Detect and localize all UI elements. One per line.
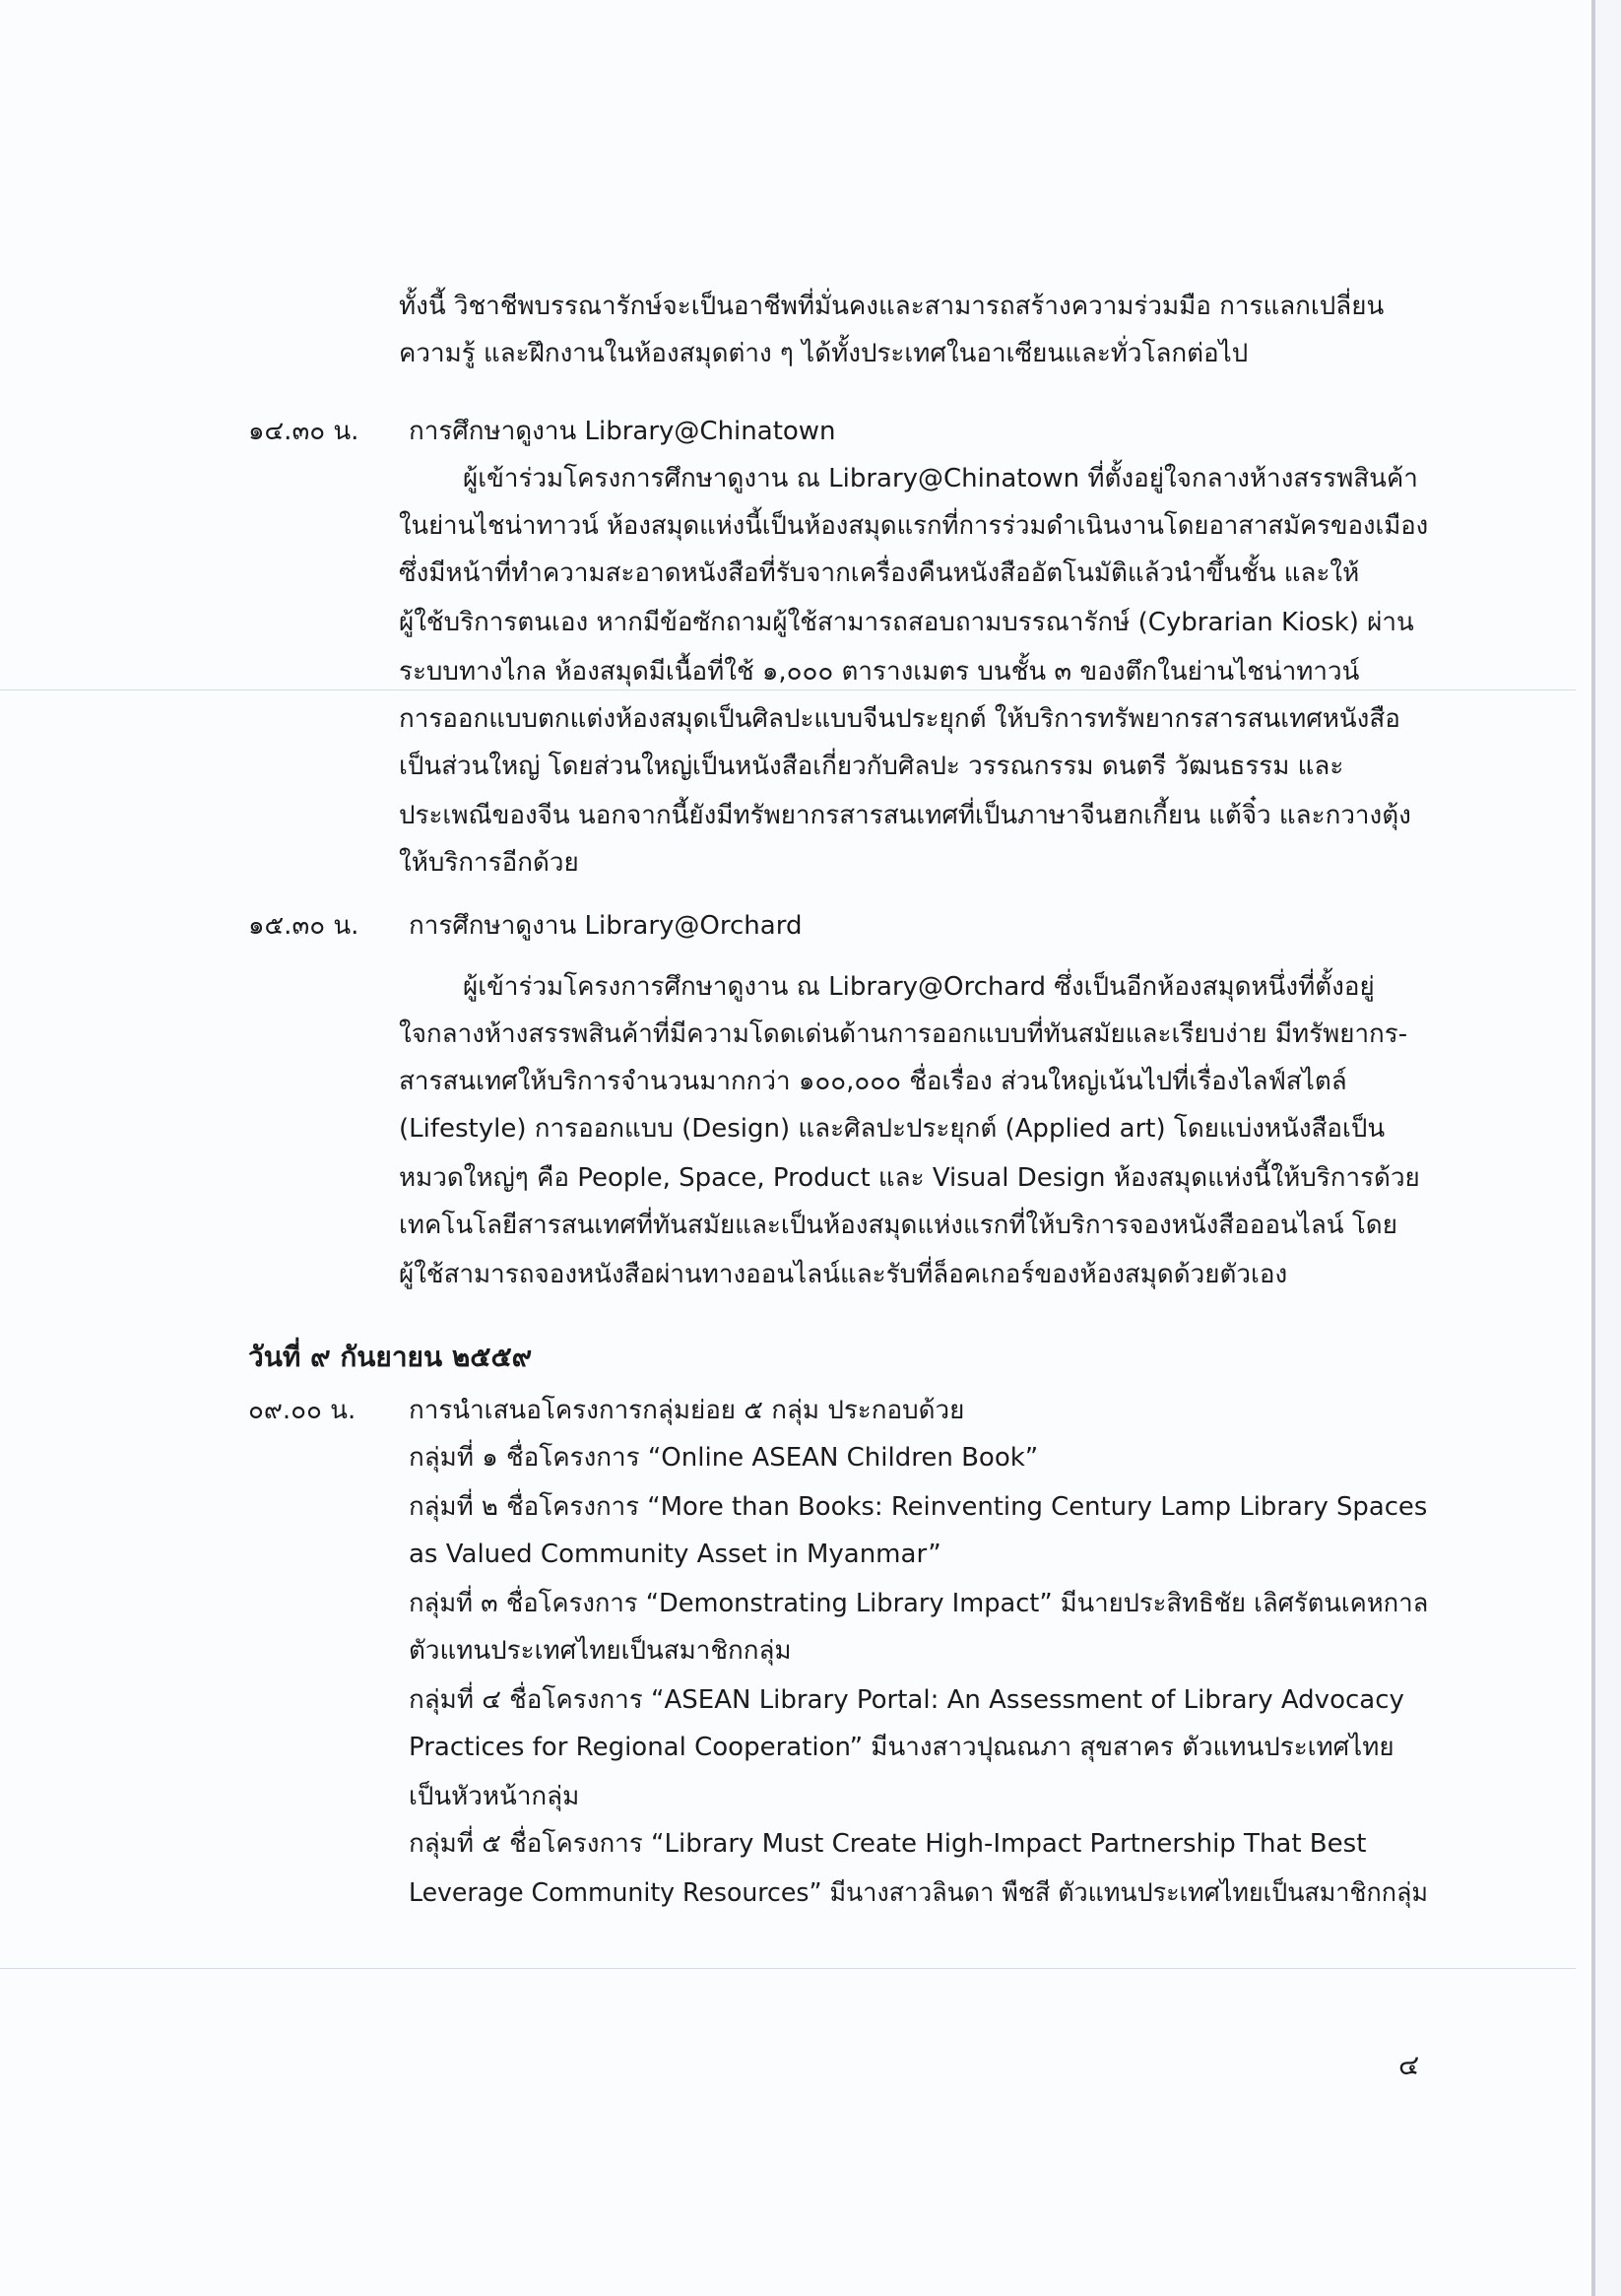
- day-heading: วันที่ ๙ กันยายน ๒๕๕๙: [248, 1341, 533, 1373]
- group-line: Leverage Community Resources” มีนางสาวลินดา พืชสี ตัวแทนประเทศไทยเป็นสมาชิกกลุ่ม: [409, 1878, 1428, 1908]
- paragraph-line: หมวดใหญ่ๆ คือ People, Space, Product และ Visual Design ห้องสมุดแห่งนี้ให้บริการด้วย: [399, 1163, 1420, 1193]
- session-title: การนำเสนอโครงการกลุ่มย่อย ๕ กลุ่ม ประกอบด้วย: [409, 1396, 965, 1425]
- paragraph-line: ผู้ใช้บริการตนเอง หากมีข้อซักถามผู้ใช้สามารถสอบถามบรรณารักษ์ (Cybrarian Kiosk) ผ่าน: [399, 608, 1414, 637]
- group-line: กลุ่มที่ ๕ ชื่อโครงการ “Library Must Create High-Impact Partnership That Best: [409, 1829, 1367, 1859]
- paragraph-line: ความรู้ และฝึกงานในห้องสมุดต่าง ๆ ได้ทั้งประเทศในอาเซียนและทั่วโลกต่อไป: [399, 339, 1249, 368]
- paragraph-line: สารสนเทศให้บริการจำนวนมากกว่า ๑๐๐,๐๐๐ ชื่อเรื่อง ส่วนใหญ่เน้นไปที่เรื่องไลฟ์สไตล์: [399, 1067, 1347, 1096]
- paragraph-line: ซึ่งมีหน้าที่ทำความสะอาดหนังสือที่รับจากเครื่องคืนหนังสืออัตโนมัติแล้วนำขึ้นชั้น และให้: [399, 558, 1360, 588]
- paragraph-line: ผู้เข้าร่วมโครงการศึกษาดูงาน ณ Library@Orchard ซึ่งเป็นอีกห้องสมุดหนึ่งที่ตั้งอยู่: [463, 972, 1375, 1002]
- paragraph-line: ใจกลางห้างสรรพสินค้าที่มีความโดดเด่นด้านการออกแบบที่ทันสมัยและเรียบง่าย มีทรัพยากร-: [399, 1019, 1408, 1049]
- group-line: กลุ่มที่ ๑ ชื่อโครงการ “Online ASEAN Children Book”: [409, 1443, 1039, 1473]
- session-title: การศึกษาดูงาน Library@Chinatown: [409, 417, 836, 446]
- group-line: as Valued Community Asset in Myanmar”: [409, 1540, 941, 1569]
- page-edge: [1591, 0, 1595, 2296]
- paragraph-line: ผู้เข้าร่วมโครงการศึกษาดูงาน ณ Library@Chinatown ที่ตั้งอยู่ใจกลางห้างสรรพสินค้า: [463, 464, 1418, 493]
- scan-artifact-line: [0, 1968, 1576, 1969]
- group-line: กลุ่มที่ ๒ ชื่อโครงการ “More than Books: Reinventing Century Lamp Library Spaces: [409, 1492, 1428, 1522]
- group-line: ตัวแทนประเทศไทยเป็นสมาชิกกลุ่ม: [409, 1636, 792, 1666]
- session-time: ๑๕.๓๐ น.: [248, 911, 359, 941]
- page-number: ๔: [1398, 2049, 1420, 2081]
- group-line: เป็นหัวหน้ากลุ่ม: [409, 1782, 580, 1811]
- paragraph-line: ประเพณีของจีน นอกจากนี้ยังมีทรัพยากรสารสนเทศที่เป็นภาษาจีนฮกเกี้ยน แต้จิ๋ว และกวางตุ้ง: [399, 801, 1411, 830]
- paragraph-line: ผู้ใช้สามารถจองหนังสือผ่านทางออนไลน์และรับที่ล็อคเกอร์ของห้องสมุดด้วยตัวเอง: [399, 1260, 1288, 1289]
- session-title: การศึกษาดูงาน Library@Orchard: [409, 911, 803, 941]
- group-line: Practices for Regional Cooperation” มีนางสาวปุณณภา สุขสาคร ตัวแทนประเทศไทย: [409, 1733, 1394, 1762]
- paragraph-line: ระบบทางไกล ห้องสมุดมีเนื้อที่ใช้ ๑,๐๐๐ ตารางเมตร บนชั้น ๓ ของตึกในย่านไชน่าทาวน์: [399, 657, 1360, 687]
- paragraph-line: ให้บริการอีกด้วย: [399, 848, 579, 878]
- paragraph-line: เทคโนโลยีสารสนเทศที่ทันสมัยและเป็นห้องสมุดแห่งแรกที่ให้บริการจองหนังสือออนไลน์ โดย: [399, 1211, 1397, 1240]
- paragraph-line: การออกแบบตกแต่งห้องสมุดเป็นศิลปะแบบจีนประยุกต์ ให้บริการทรัพยากรสารสนเทศหนังสือ: [399, 704, 1400, 734]
- group-line: กลุ่มที่ ๓ ชื่อโครงการ “Demonstrating Library Impact” มีนายประสิทธิชัย เลิศรัตนเคหกาล: [409, 1589, 1429, 1618]
- group-line: กลุ่มที่ ๔ ชื่อโครงการ “ASEAN Library Portal: An Assessment of Library Advocacy: [409, 1685, 1404, 1715]
- paragraph-line: เป็นส่วนใหญ่ โดยส่วนใหญ่เป็นหนังสือเกี่ยวกับศิลปะ วรรณกรรม ดนตรี วัฒนธรรม และ: [399, 752, 1344, 781]
- paragraph-line: ทั้งนี้ วิชาชีพบรรณารักษ์จะเป็นอาชีพที่มั่นคงและสามารถสร้างความร่วมมือ การแลกเปลี่ยน: [399, 292, 1385, 321]
- session-time: ๐๙.๐๐ น.: [248, 1396, 357, 1425]
- paragraph-line: (Lifestyle) การออกแบบ (Design) และศิลปะประยุกต์ (Applied art) โดยแบ่งหนังสือเป็น: [399, 1114, 1386, 1144]
- session-time: ๑๔.๓๐ น.: [248, 417, 359, 446]
- paragraph-line: ในย่านไชน่าทาวน์ ห้องสมุดแห่งนี้เป็นห้องสมุดแรกที่การร่วมดำเนินงานโดยอาสาสมัครของเมือง: [399, 511, 1429, 541]
